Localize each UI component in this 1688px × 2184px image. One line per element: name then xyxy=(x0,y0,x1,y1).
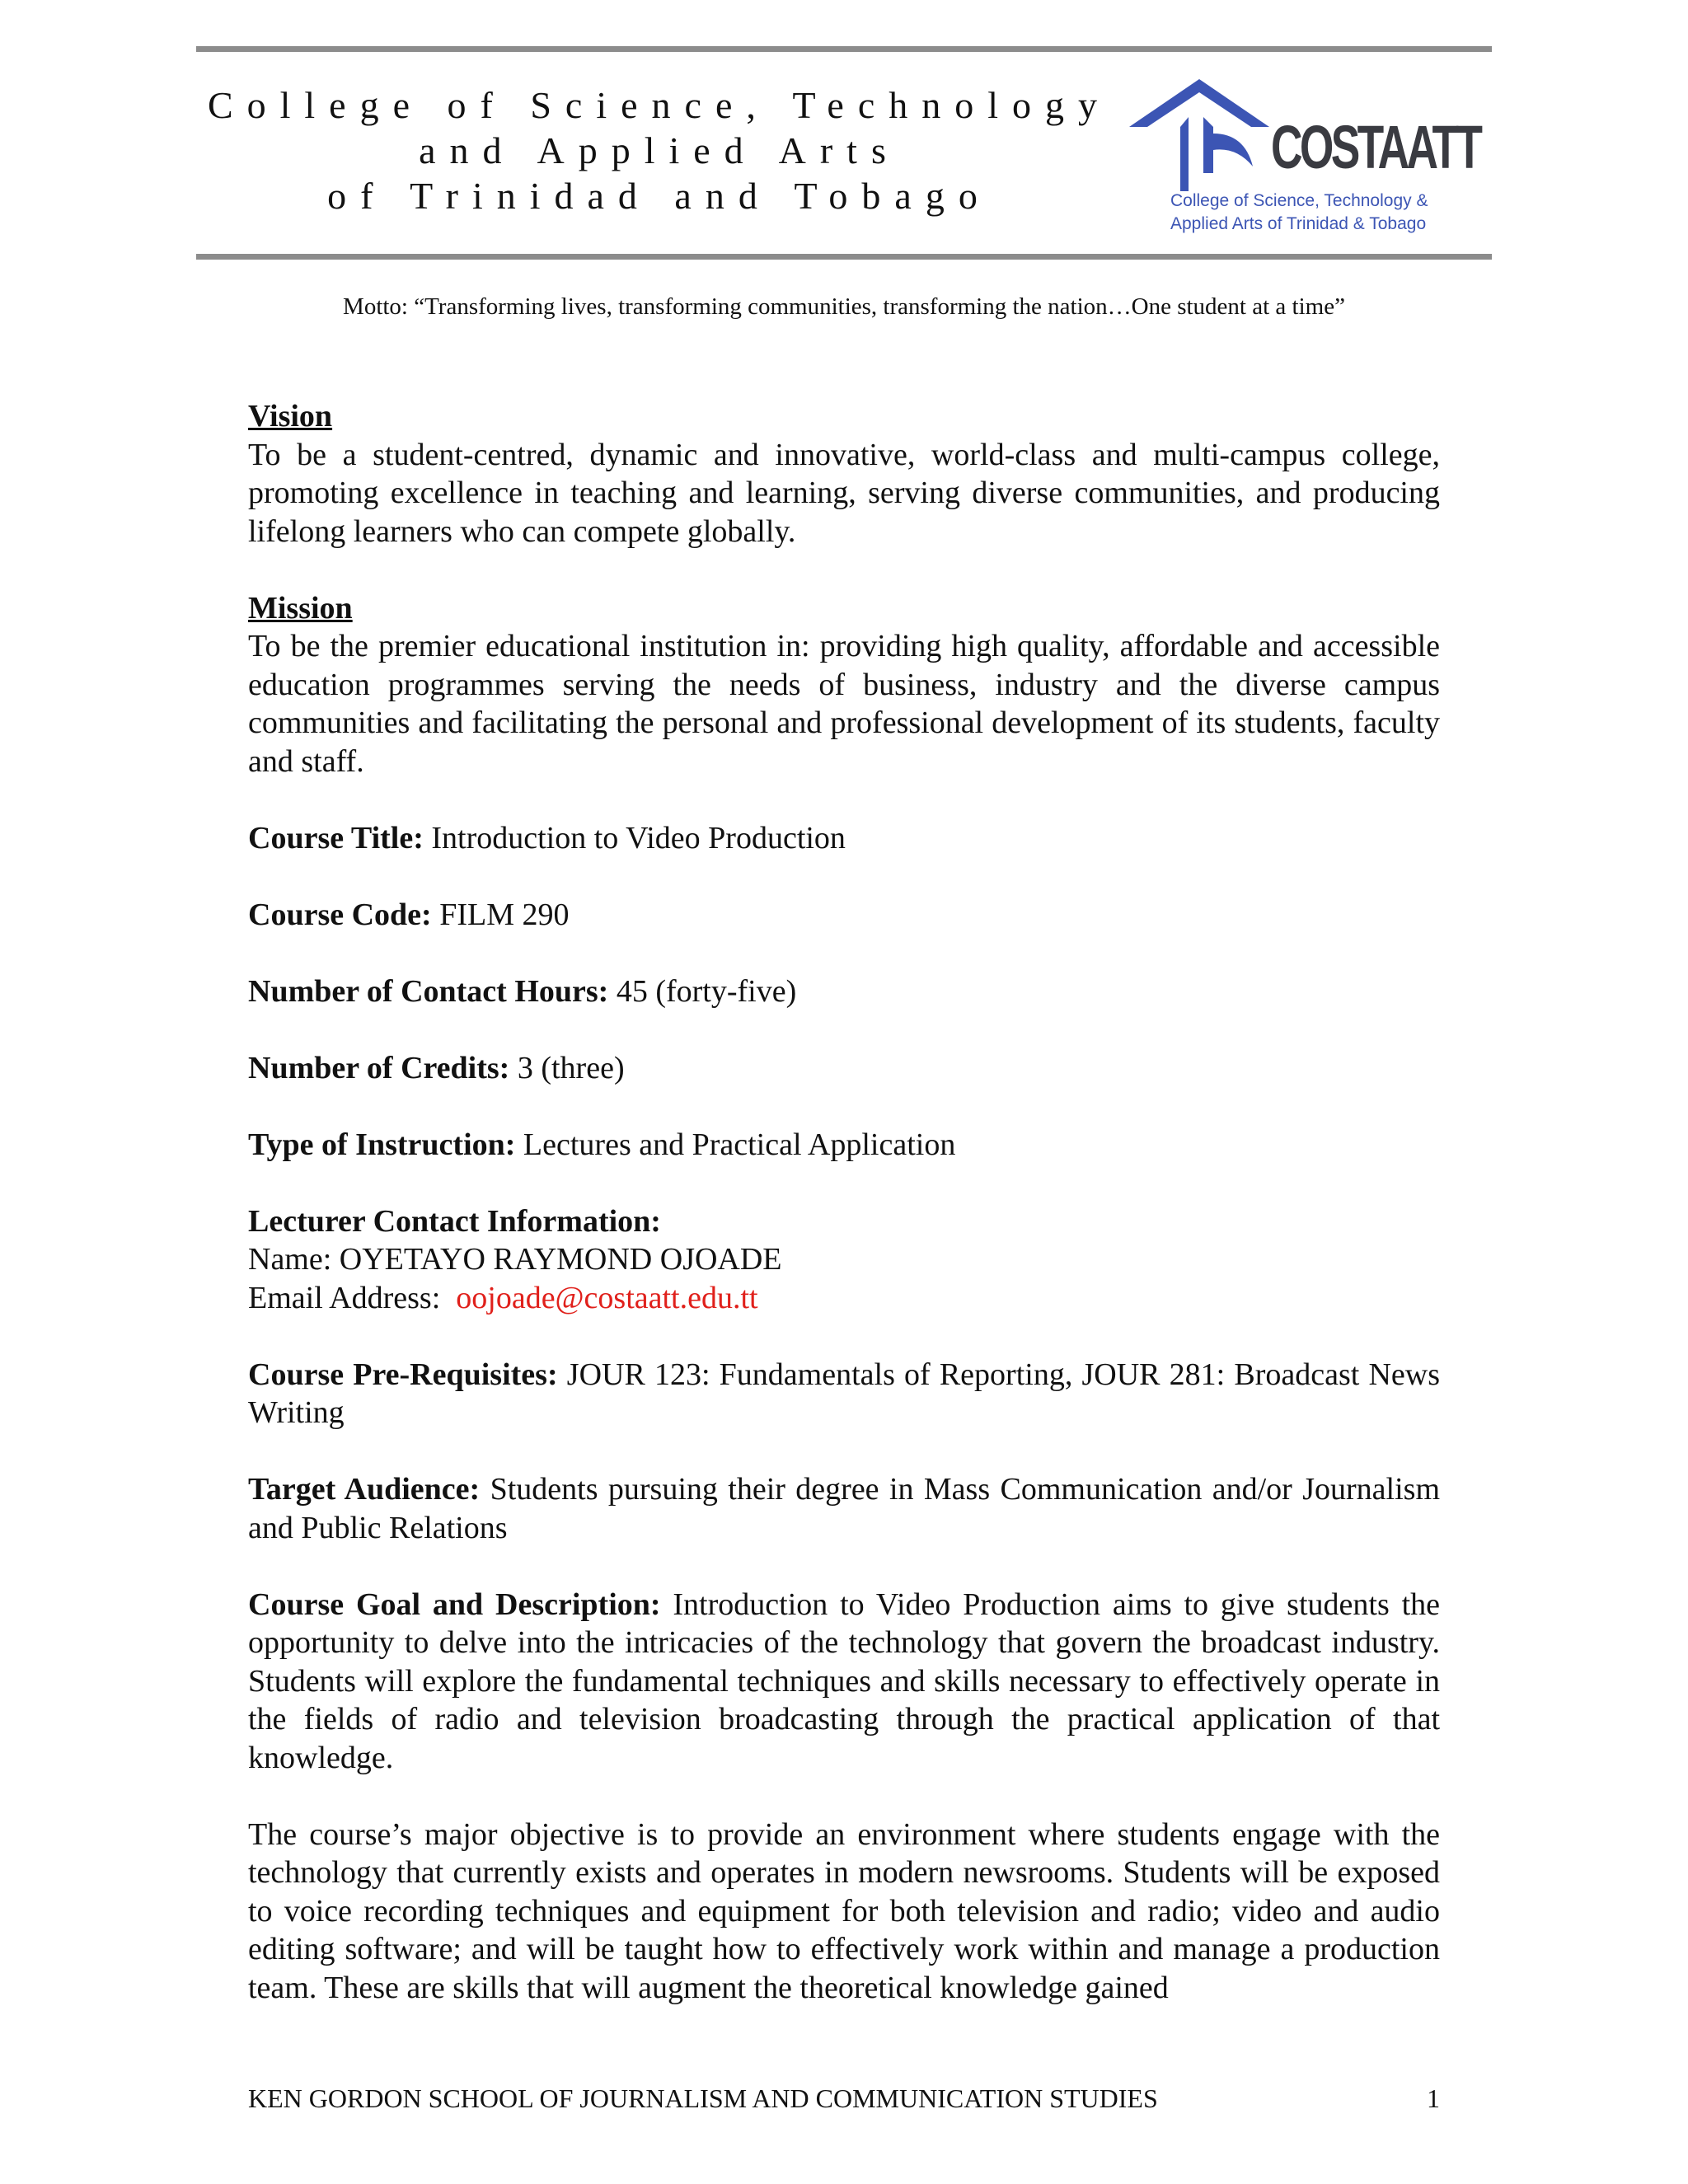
costaatt-logo xyxy=(1121,76,1480,241)
credits-value: 3 (three) xyxy=(517,1050,625,1085)
logo-subtitle xyxy=(1170,190,1428,236)
page-footer xyxy=(248,2083,1440,2114)
course-title-field xyxy=(248,819,1440,858)
contact-hours-field xyxy=(248,972,1440,1011)
vision-text: To be a student-centred, dynamic and innovative, world-class and multi-campus college, promoting excellence in teaching and learning, serving diverse communities, and producing lifelong learners who can compete globally. xyxy=(248,437,1440,549)
credits-field xyxy=(248,1049,1440,1088)
motto: Motto: “Transforming lives, transforming communities, transforming the nation…One student at a time” xyxy=(343,293,1345,320)
logo-subtitle-line-1: College of Science, Technology & xyxy=(1170,191,1428,210)
goal-field xyxy=(248,1586,1440,1778)
logo-subtitle-line-2: Applied Arts of Trinidad & Tobago xyxy=(1170,214,1427,233)
audience-label: Target Audience: xyxy=(248,1472,481,1507)
footer-school-name: KEN GORDON SCHOOL OF JOURNALISM AND COMMUNICATION STUDIES xyxy=(248,2083,1158,2113)
logo-wordmark: COSTAATT xyxy=(1271,113,1480,181)
email-label: Email Address: xyxy=(248,1280,441,1315)
college-name-line-1: College of Science, Technology xyxy=(207,84,1112,126)
course-code-label: Course Code: xyxy=(248,897,432,932)
contact-hours-label: Number of Contact Hours: xyxy=(248,973,609,1009)
college-name-line-3: of Trinidad and Tobago xyxy=(327,175,992,217)
instruction-label: Type of Instruction: xyxy=(248,1127,516,1162)
course-title-label: Course Title: xyxy=(248,820,424,855)
objective-paragraph: The course’s major objective is to provide an environment where students engage with the technology that currently exists and operates in modern newsrooms. Students will be exposed to voice recording techniques and equipment for both television and radio; video and audio editing software; and will be taught how to effectively work within and manage a production team. These are skills that will augment the theoretical knowledge gained xyxy=(248,1816,1440,2005)
college-name-line-2: and Applied Arts xyxy=(419,129,900,171)
audience-field xyxy=(248,1470,1440,1547)
audience-value: Students pursuing their degree in Mass Communication and/or Journalism and Public Relations xyxy=(248,1472,1441,1545)
course-title-value: Introduction to Video Production xyxy=(431,820,846,855)
lecturer-name: Name: OYETAYO RAYMOND OJOADE xyxy=(248,1242,782,1277)
instruction-field xyxy=(248,1126,1440,1165)
prerequisites-field xyxy=(248,1356,1440,1432)
header-bottom-rule xyxy=(196,254,1492,260)
lecturer-email-line xyxy=(248,1279,1440,1318)
credits-label: Number of Credits: xyxy=(248,1050,510,1085)
lecturer-email-link[interactable]: oojoade@costaatt.edu.tt xyxy=(456,1280,758,1315)
goal-label: Course Goal and Description: xyxy=(248,1586,661,1622)
mission-heading: Mission xyxy=(248,590,353,626)
contact-hours-value: 45 (forty-five) xyxy=(616,973,797,1009)
vision-heading: Vision xyxy=(248,399,333,434)
mission-text: To be the premier educational institution in: providing high quality, affordable and accessible education programmes serving the needs of business, industry and the diverse campus communities and facilitating the personal and professional development of its students, faculty and staff. xyxy=(248,629,1440,779)
goal-value: Introduction to Video Production aims to give students the opportunity to delve into the intricacies of the technology that govern the broadcast industry. Students will explore the fundamental techniques and skills necessary to effectively operate in the fields of radio and television broadcasting through the practical application of that knowledge. xyxy=(248,1586,1441,1775)
course-code-field xyxy=(248,896,1440,935)
page-number: 1 xyxy=(1427,2083,1440,2113)
college-name xyxy=(206,82,1113,218)
header-top-rule xyxy=(196,46,1492,52)
prerequisites-label: Course Pre-Requisites: xyxy=(248,1357,558,1392)
lecturer-heading: Lecturer Contact Information: xyxy=(248,1203,661,1239)
logo-emblem-icon xyxy=(1121,76,1278,191)
course-code-value: FILM 290 xyxy=(439,897,570,932)
document-body xyxy=(248,397,1440,2007)
prerequisites-value: JOUR 123: Fundamentals of Reporting, JOUR 281: Broadcast News Writing xyxy=(248,1357,1441,1430)
instruction-value: Lectures and Practical Application xyxy=(523,1127,956,1162)
